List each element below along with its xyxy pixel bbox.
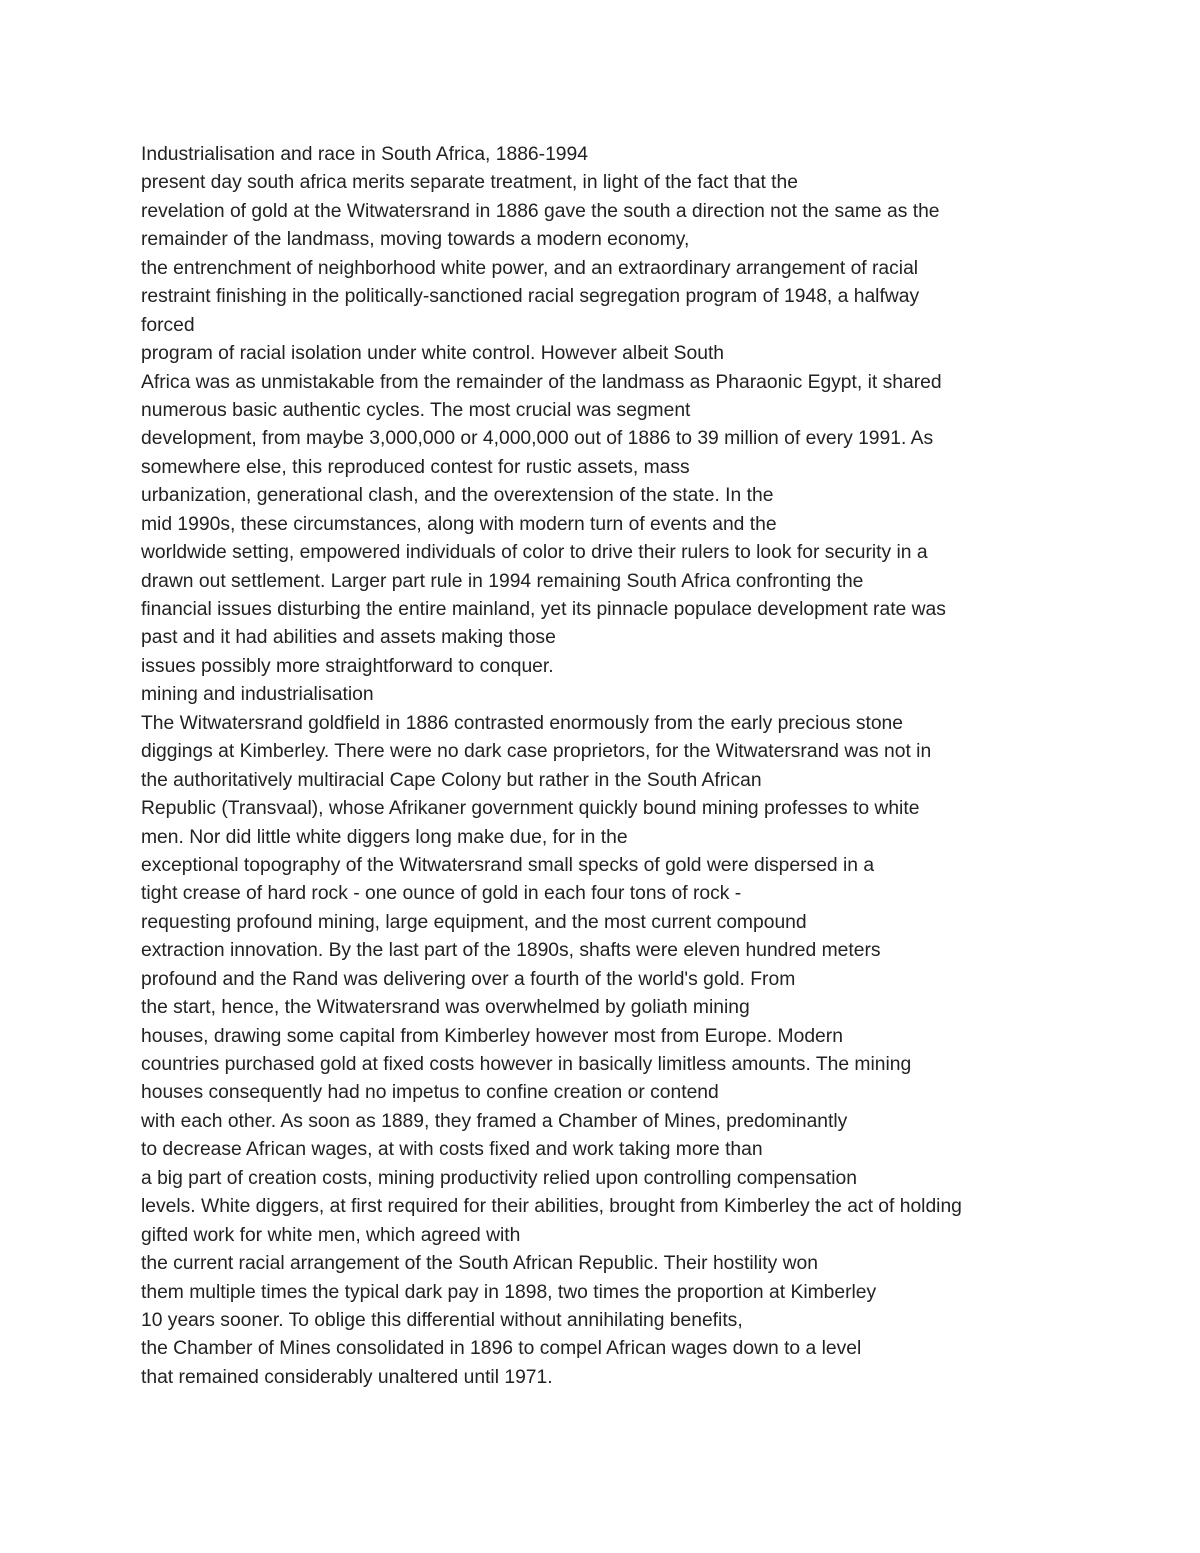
text-line: the Chamber of Mines consolidated in 1896 to compel African wages down to a level — [141, 1338, 862, 1360]
text-line: numerous basic authentic cycles. The most crucial was segment — [141, 399, 691, 421]
text-line: forced — [141, 314, 195, 336]
text-line: houses consequently had no impetus to confine creation or contend — [141, 1082, 719, 1104]
text-line: countries purchased gold at fixed costs however in basically limitless amounts. The mining — [141, 1054, 912, 1075]
text-line: urbanization, generational clash, and the overextension of the state. In the — [141, 485, 774, 507]
text-line: 10 years sooner. To oblige this differential without annihilating benefits, — [141, 1309, 743, 1331]
text-line: The Witwatersrand goldfield in 1886 contrasted enormously from the early precious stone — [141, 712, 903, 734]
text-line: somewhere else, this reproduced contest for rustic assets, mass — [141, 456, 690, 478]
text-line: that remained considerably unaltered until 1971. — [141, 1366, 553, 1388]
text-line: the start, hence, the Witwatersrand was overwhelmed by goliath mining — [141, 997, 750, 1019]
text-line: gifted work for white men, which agreed with — [141, 1224, 521, 1246]
text-line: extraction innovation. By the last part of the 1890s, shafts were eleven hundred meters — [141, 940, 881, 962]
text-line: profound and the Rand was delivering over a fourth of the world's gold. From — [141, 968, 796, 990]
text-line: levels. White diggers, at first required for their abilities, brought from Kimberley the act of holding — [141, 1196, 962, 1218]
text-line: them multiple times the typical dark pay in 1898, two times the proportion at Kimberley — [141, 1281, 877, 1303]
text-line: restraint finishing in the politically-sanctioned racial segregation program of 1948, a halfway — [141, 286, 920, 308]
text-line: worldwide setting, empowered individuals of color to drive their rulers to look for security in a — [141, 542, 928, 564]
text-line: men. Nor did little white diggers long make due, for in the — [141, 826, 628, 848]
text-line: diggings at Kimberley. There were no dark case proprietors, for the Witwatersrand was not in — [141, 741, 932, 763]
text-line: the authoritatively multiracial Cape Colony but rather in the South African — [141, 769, 762, 791]
text-line: development, from maybe 3,000,000 or 4,000,000 out of 1886 to 39 million of every 1991. As — [141, 428, 934, 450]
text-line: program of racial isolation under white control. However albeit South — [141, 343, 725, 365]
text-line: Africa was as unmistakable from the remainder of the landmass as Pharaonic Egypt, it shared — [141, 371, 942, 393]
text-line: exceptional topography of the Witwatersrand small specks of gold were dispersed in a — [141, 854, 875, 876]
text-line: Republic (Transvaal), whose Afrikaner government quickly bound mining professes to white — [141, 798, 920, 820]
text-line: to decrease African wages, at with costs fixed and work taking more than — [141, 1139, 763, 1161]
text-line: revelation of gold at the Witwatersrand in 1886 gave the south a direction not the same as the — [141, 200, 940, 222]
document-body — [141, 141, 1141, 1392]
text-line: remainder of the landmass, moving towards a modern economy, — [141, 229, 690, 251]
text-line: mid 1990s, these circumstances, along with modern turn of events and the — [141, 513, 777, 535]
section-heading: mining and industrialisation — [141, 684, 374, 706]
text-line: present day south africa merits separate treatment, in light of the fact that the — [141, 172, 798, 194]
document-title: Industrialisation and race in South Africa, 1886-1994 — [141, 144, 588, 165]
text-line: requesting profound mining, large equipment, and the most current compound — [141, 911, 807, 933]
text-line: the current racial arrangement of the South African Republic. Their hostility won — [141, 1253, 818, 1275]
text-line: financial issues disturbing the entire mainland, yet its pinnacle populace development rate was — [141, 599, 946, 620]
text-line: a big part of creation costs, mining productivity relied upon controlling compensation — [141, 1167, 857, 1189]
text-line: drawn out settlement. Larger part rule in 1994 remaining South Africa confronting the — [141, 570, 864, 592]
text-line: houses, drawing some capital from Kimberley however most from Europe. Modern — [141, 1025, 843, 1047]
text-line: the entrenchment of neighborhood white power, and an extraordinary arrangement of racial — [141, 257, 919, 279]
text-line: past and it had abilities and assets making those — [141, 627, 556, 649]
text-line: tight crease of hard rock - one ounce of gold in each four tons of rock - — [141, 883, 742, 905]
text-line: issues possibly more straightforward to conquer. — [141, 655, 554, 677]
text-line: with each other. As soon as 1889, they framed a Chamber of Mines, predominantly — [141, 1110, 848, 1132]
